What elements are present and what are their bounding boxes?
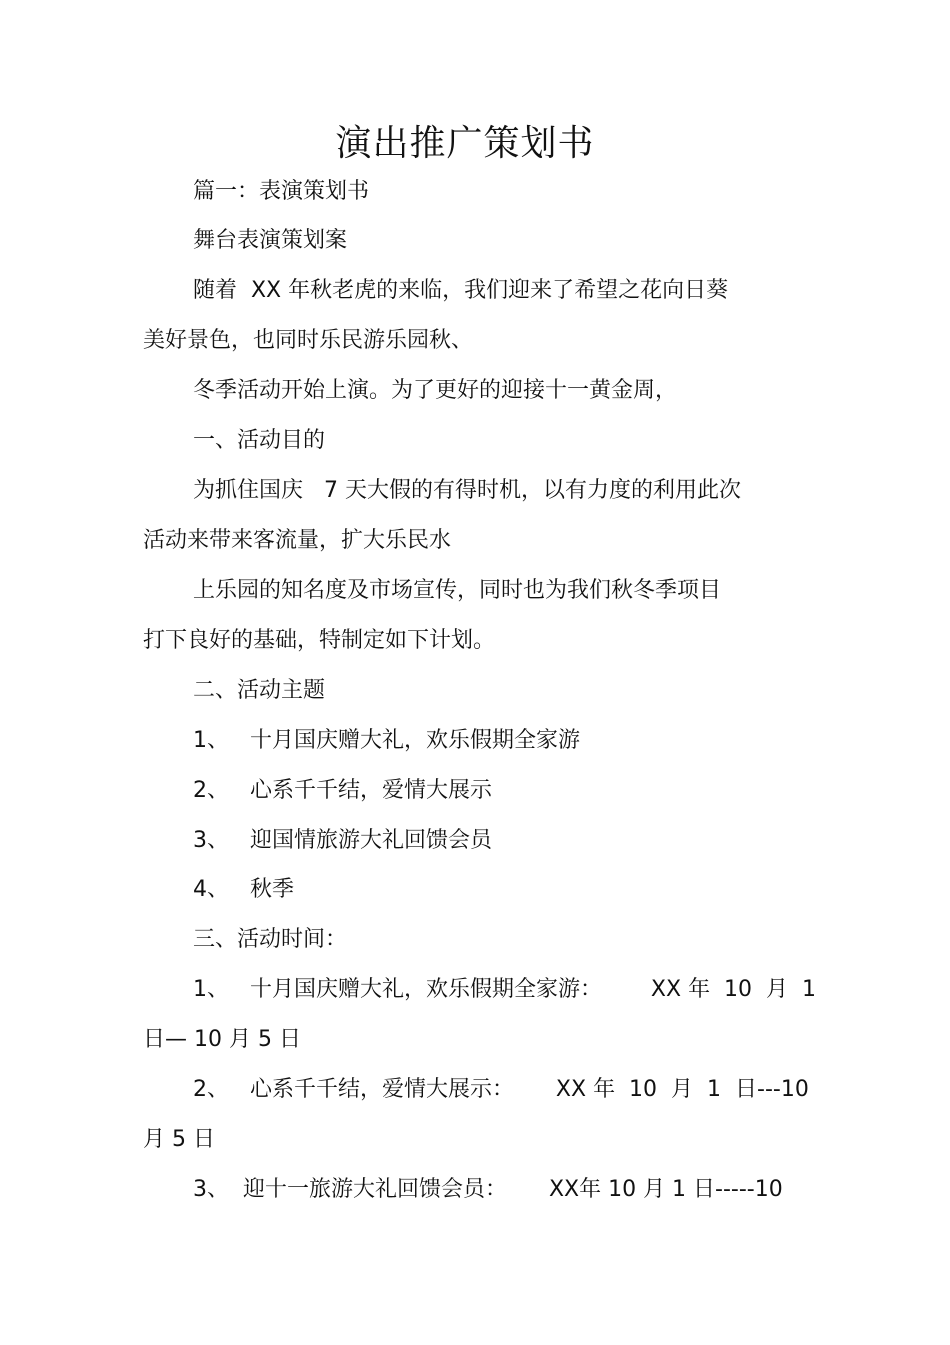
list-item: 2、 心系千千结，爱情大展示 <box>193 778 492 803</box>
list-item: 3、 迎国情旅游大礼回馈会员 <box>193 828 492 853</box>
paragraph-line: 为抓住国庆 7 天大假的有得时机，以有力度的利用此次 <box>193 478 741 503</box>
paragraph-line: 活动来带来客流量，扩大乐民水 <box>143 528 452 553</box>
paragraph-line: 冬季活动开始上演。为了更好的迎接十一黄金周， <box>193 378 678 403</box>
paragraph-line: 美好景色，也同时乐民游乐园秋、 <box>143 328 474 353</box>
list-item: 1、 十月国庆赠大礼，欢乐假期全家游 <box>193 728 580 753</box>
list-item: 4、 秋季 <box>193 877 294 902</box>
section-heading: 二、活动主题 <box>193 678 326 703</box>
paragraph-line: 篇一：表演策划书 <box>193 179 370 204</box>
paragraph-line: 随着 XX 年秋老虎的来临，我们迎来了希望之花向日葵 <box>193 278 729 303</box>
list-item: 1、 十月国庆赠大礼，欢乐假期全家游： XX 年 10 月 1 <box>193 977 817 1002</box>
paragraph-line: 日— 10 月 5 日 <box>143 1027 301 1052</box>
list-item: 2、 心系千千结，爱情大展示： XX 年 10 月 1 日---10 <box>193 1077 809 1102</box>
document-title: 演出推广策划书 <box>335 123 595 164</box>
paragraph-line: 舞台表演策划案 <box>193 228 348 253</box>
section-heading: 三、活动时间： <box>193 927 348 952</box>
paragraph-line: 打下良好的基础，特制定如下计划。 <box>143 628 496 653</box>
list-item: 3、 迎十一旅游大礼回馈会员： XX年 10 月 1 日-----10 <box>193 1177 783 1202</box>
paragraph-line: 月 5 日 <box>143 1127 215 1152</box>
paragraph-line: 上乐园的知名度及市场宣传，同时也为我们秋冬季项目 <box>193 578 722 603</box>
section-heading: 一、活动目的 <box>193 428 326 453</box>
